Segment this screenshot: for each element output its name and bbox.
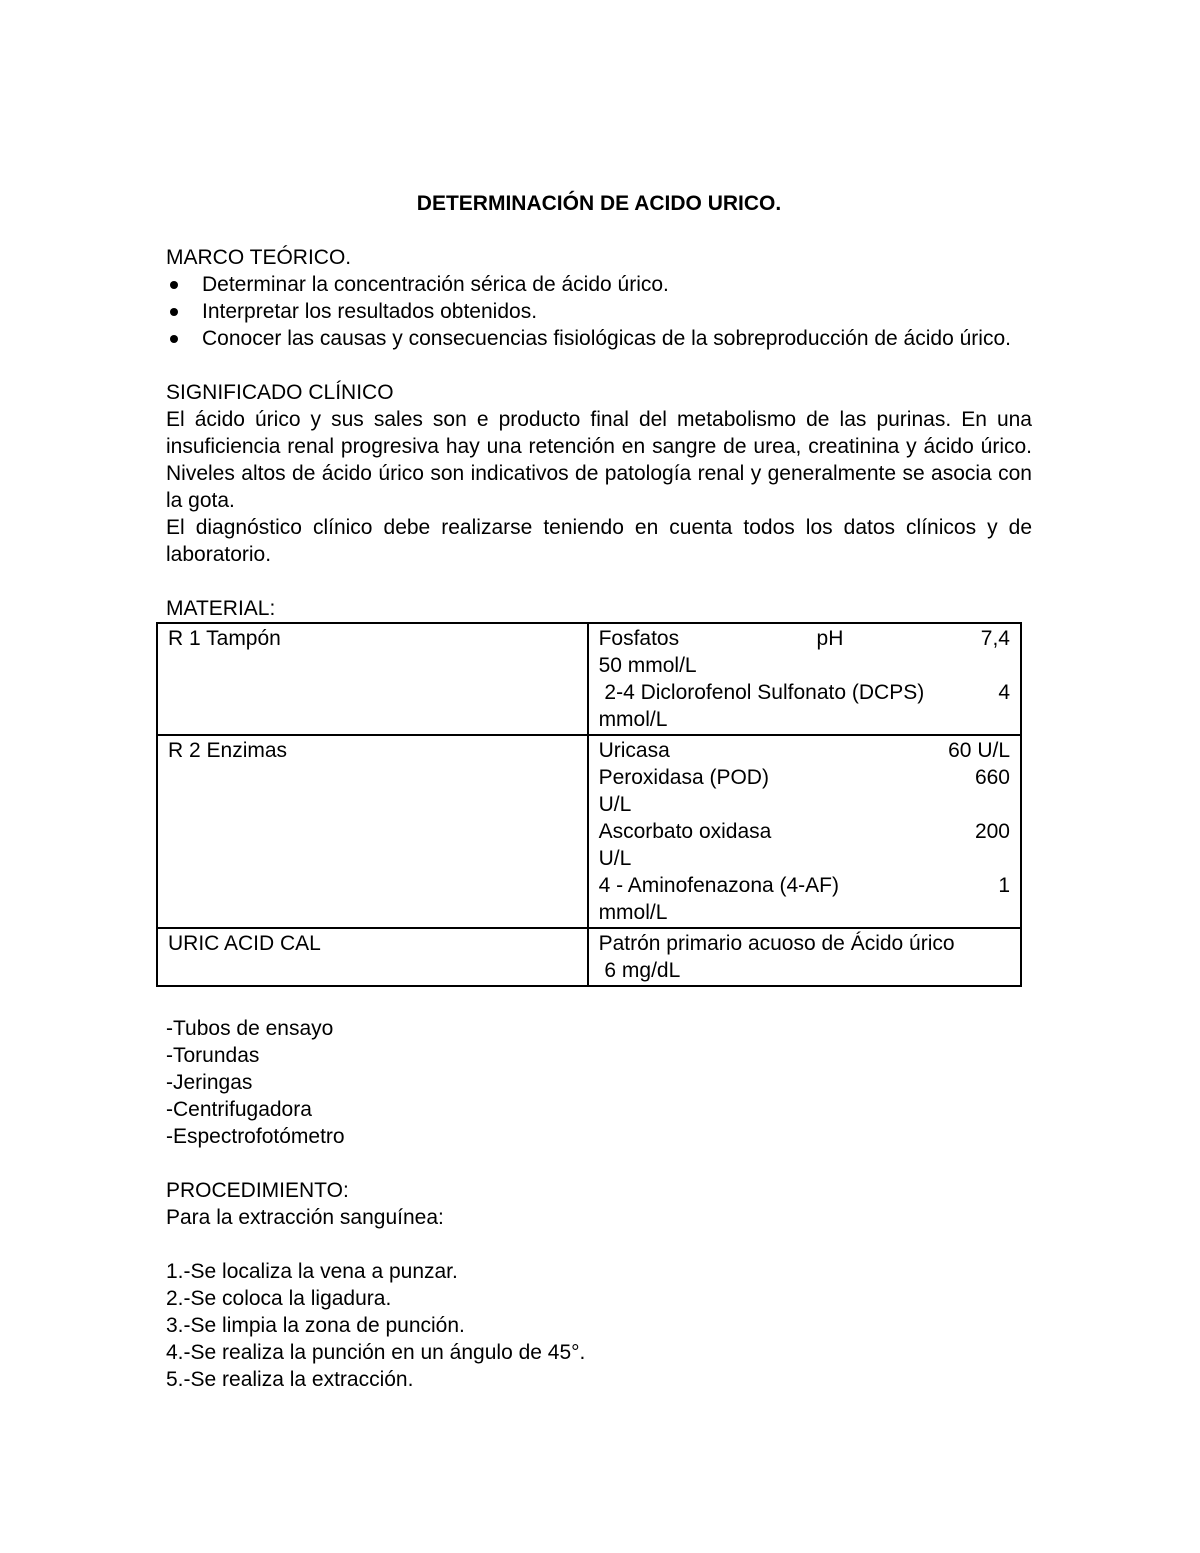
composition-text: Patrón primario acuoso de Ácido úrico [598,932,955,955]
material-item: -Jeringas [166,1071,253,1094]
composition-text: 4 [998,681,1010,704]
reagent-name: R 1 Tampón [168,627,281,650]
objectives-list [166,271,1032,352]
composition-text: pH [816,627,844,650]
step-item: 2.-Se coloca la ligadura. [166,1287,392,1310]
objective-item: Conocer las causas y consecuencias fisiológicas de la sobreproducción de ácido úrico. [166,325,1032,352]
material-item: -Espectrofotómetro [166,1125,345,1148]
composition-line [599,818,1010,845]
material-item: -Tubos de ensayo [166,1017,334,1040]
reagent-composition-cell [588,623,1021,735]
significado-paragraph: El diagnóstico clínico debe realizarse teniendo en cuenta todos los datos clínicos y de laboratorio. [166,516,1032,566]
step-item: 4.-Se realiza la punción en un ángulo de 45°. [166,1341,586,1364]
bullet-icon [170,281,178,289]
composition-text: Peroxidasa (POD) [598,766,769,789]
significado-paragraph: El ácido úrico y sus sales son e producto final del metabolismo de las purinas. En una insuficiencia renal progresiva hay una retención en sangre de urea, creatinina y ácido úrico. Niveles altos de ácido úrico son indicativos de patología renal y generalmente se asocia con la gota. [166,408,1032,512]
composition-text: 60 U/L [948,739,1010,762]
reagent-row [157,928,1021,986]
composition-line [599,872,1010,899]
significado-heading: SIGNIFICADO CLÍNICO [166,381,394,404]
composition-text: Uricasa [598,739,670,762]
composition-text: 7,4 [980,627,1010,650]
objective-item: Interpretar los resultados obtenidos. [166,298,1032,325]
composition-text: U/L [598,793,632,816]
composition-text: 4 - Aminofenazona (4-AF) [598,874,840,897]
composition-text: 660 [974,766,1010,789]
reagent-composition-cell [588,928,1021,986]
step-item: 5.-Se realiza la extracción. [166,1368,414,1391]
composition-text: 2-4 Diclorofenol Sulfonato (DCPS) [598,681,925,704]
composition-line [599,652,1010,679]
steps-list [166,1258,1032,1393]
composition-line [599,737,1010,764]
bullet-icon [170,335,178,343]
procedimiento-heading: PROCEDIMIENTO: [166,1179,349,1202]
document-content [166,190,1032,1393]
reagent-name: R 2 Enzimas [168,739,288,762]
composition-text: Ascorbato oxidasa [598,820,772,843]
materials-list [166,1015,1032,1150]
reagent-composition-cell [588,735,1021,928]
reagent-row [157,735,1021,928]
material-item: -Centrifugadora [166,1098,312,1121]
reagent-row [157,623,1021,735]
composition-text: 6 mg/dL [598,959,681,982]
composition-line [599,791,1010,818]
material-heading: MATERIAL: [166,597,276,620]
composition-line [599,845,1010,872]
procedimiento-intro: Para la extracción sanguínea: [166,1206,444,1229]
reagent-name-cell [157,735,588,928]
step-item: 3.-Se limpia la zona de punción. [166,1314,465,1337]
marco-heading: MARCO TEÓRICO. [166,246,352,269]
bullet-icon [170,308,178,316]
reagents-table [156,622,1022,987]
composition-line [599,930,1010,957]
composition-text: mmol/L [598,901,668,924]
composition-line [599,679,1010,706]
composition-line [599,764,1010,791]
composition-line [599,899,1010,926]
document-title: DETERMINACIÓN DE ACIDO URICO. [416,192,782,215]
composition-text: Fosfatos [598,627,680,650]
reagent-name-cell [157,623,588,735]
objective-item: Determinar la concentración sérica de ácido úrico. [166,271,1032,298]
reagent-name-cell [157,928,588,986]
composition-text: U/L [598,847,632,870]
composition-line [599,625,1010,652]
composition-text: 200 [974,820,1010,843]
composition-text: 50 mmol/L [598,654,697,677]
composition-line [599,957,1010,984]
composition-text: 1 [998,874,1010,897]
material-item: -Torundas [166,1044,260,1067]
step-item: 1.-Se localiza la vena a punzar. [166,1260,458,1283]
reagent-name: URIC ACID CAL [168,932,321,955]
composition-line [599,706,1010,733]
composition-text: mmol/L [598,708,668,731]
